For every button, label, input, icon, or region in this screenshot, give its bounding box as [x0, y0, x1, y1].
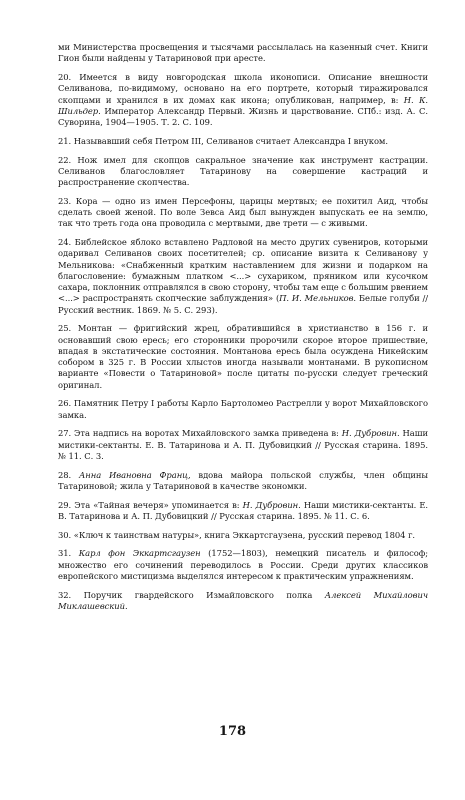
note-text: 22. Нож имел для скопцов сакральное значение как инструмент кастрации. Селиванов благословляет Татаринову на совершение кастраций и распространение скопчества. — [58, 154, 428, 187]
endnote — [58, 323, 428, 391]
note-text: ми Министерства просвещения и тысячами рассылалась на казенный счет. Книги Гион были найдены у Татариновой при аресте. — [58, 42, 428, 64]
note-text: 25. Монтан — фригийский жрец, обратившийся в христианство в 156 г. и основавший свою ересь; его сторонники пророчили скорое второе пришествие, впадая в экстатические состояния. Монтанова ересь была осуждена Никейским собором в 325 г. В России хлыстов иногда называли монтанами. В рукописном варианте «Повести о Татариновой» после цитаты по-русски следует греческий оригинал. — [58, 323, 428, 390]
italic-name: Н. Дубровин. — [341, 428, 400, 439]
endnote — [58, 42, 428, 65]
note-text: Белые голуби // Русский вестник. 1869. № 5. С. 293). — [58, 293, 429, 315]
italic-name: Анна Ивановна Франц, — [79, 469, 191, 480]
italic-name: Карл фон Эккартсгаузен — [78, 548, 201, 559]
endnote — [58, 590, 428, 613]
italic-name: Н. К. Шильдер. — [58, 94, 428, 116]
note-text: 26. Памятник Петру I работы Карло Бартоломео Растрелли у ворот Михайловского замка. — [58, 398, 428, 420]
note-text: (1752—1803), немецкий писатель и философ; множество его сочинений переводилось в России. Среди других классиков европейского мистицизма выделялся интересом к практическим упражнениям. — [58, 548, 429, 581]
note-text: 20. Имеется в виду новгородская школа иконописи. Описание внешности Селиванова, по-видимому, основано на его портрете, который тиражировался скопцами и хранился в их домах как икона; опубликован, например, в: — [58, 72, 428, 105]
endnote — [58, 237, 428, 316]
note-text: Наши мистики-сектанты. Е. В. Татаринова и А. П. Дубовицкий // Русская старина. 1895. № 11. С. 3. — [58, 428, 428, 461]
note-text: Император Александр Первый. Жизнь и царствование. СПб.: изд. А. С. Суворина, 1904—1905. Т. 2. С. 109. — [58, 105, 428, 127]
endnote — [58, 530, 428, 541]
note-text: 29. Эта «Тайная вечеря» упоминается в: — [58, 499, 243, 510]
note-text: 32. Поручик гвардейского Измайловского полка — [58, 589, 325, 600]
endnote — [58, 470, 428, 493]
endnote — [58, 548, 428, 582]
italic-name: П. И. Мельников. — [279, 293, 357, 304]
endnote — [58, 196, 428, 230]
endnote — [58, 72, 428, 128]
page-number: 178 — [218, 724, 247, 739]
endnotes — [58, 42, 428, 620]
endnote — [58, 136, 428, 147]
note-text: 31. — [58, 548, 79, 559]
note-text: 23. Кора — одно из имен Персефоны, царицы мертвых; ее похитил Аид, чтобы сделать своей женой. По воле Зевса Аид был вынужден выпускать ее на землю, так что треть года она проводила с мертвыми, две трети — с живыми. — [58, 195, 428, 229]
note-text: 21. Называвший себя Петром III, Селиванов считает Александра I внуком. — [58, 135, 389, 146]
endnote — [58, 428, 428, 462]
endnote — [58, 500, 428, 523]
italic-name: Н. Дубровин. — [242, 499, 301, 510]
endnote — [58, 398, 428, 421]
endnote — [58, 155, 428, 189]
italic-name: Алексей Михайлович Миклашевский. — [58, 589, 428, 611]
note-text: вдова майора польской службы, член общины Татариновой; жила у Татариновой в качестве экономки. — [58, 469, 429, 491]
note-text: 28. — [58, 469, 79, 480]
note-text: 24. Библейское яблоко вставлено Радловой на место других сувениров, которыми одаривал Селиванов своих посетителей; ср. описание визита к Селиванову у Мельникова: «Снабженный кратким наставлением для жизни и подарком на благословение: бумажным платком <...> сухариком, пряником или кусочком сахара, поклонник отправлялся в свою сторону, чтобы там еще с большим рвением <...> распространять скопческие заблуждения» ( — [58, 237, 428, 304]
note-text: 30. «Ключ к таинствам натуры», книга Эккартсгаузена, русский перевод 1804 г. — [58, 529, 416, 540]
note-text: Наши мистики-сектанты. Е. В. Татаринова и А. П. Дубовицкий // Русская старина. 1895. № 11. С. 6. — [58, 499, 428, 521]
note-text: 27. Эта надпись на воротах Михайловского замка приведена в: — [58, 428, 342, 439]
